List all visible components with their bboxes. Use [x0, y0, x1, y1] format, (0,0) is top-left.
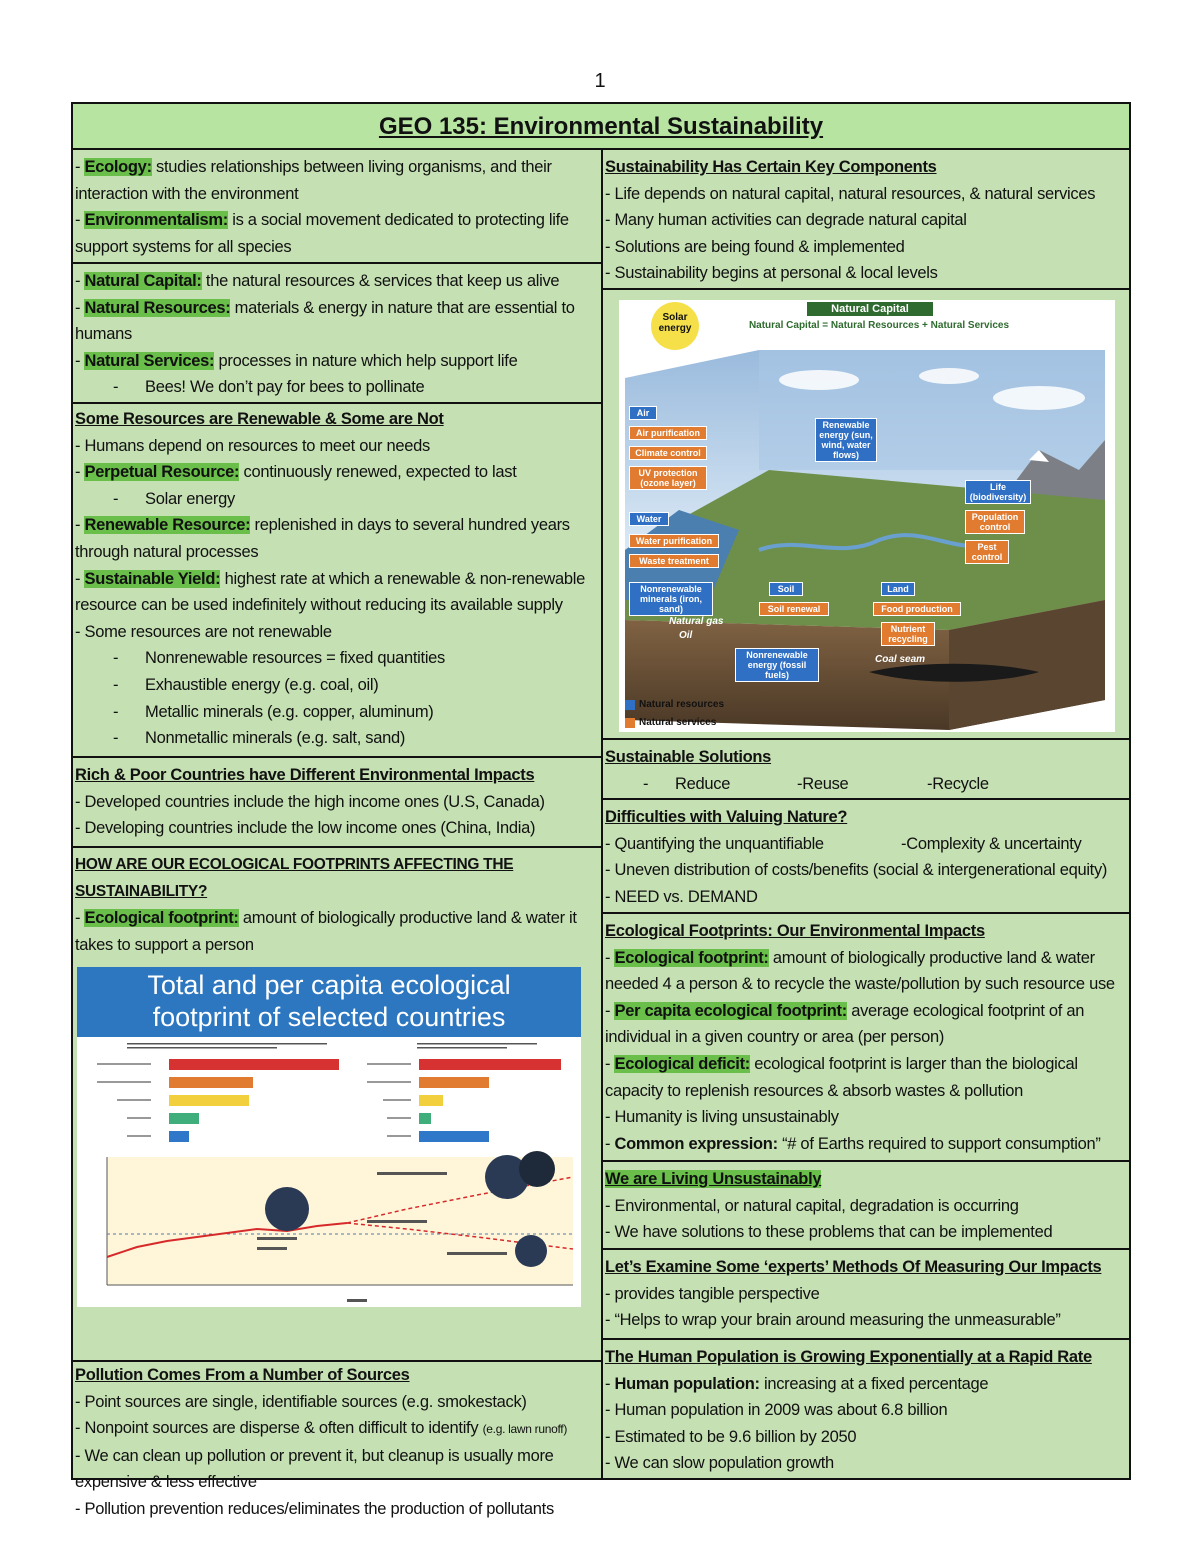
- pollution-section: Pollution Comes From a Number of Sources - Point sources are single, identifiable sources (e.g. smokestack) - Nonpoint sources are disperse & often difficult to identify (e.g. lawn runoff) - We can clean up pollution or prevent it, but cleanup is usually more expensive & less effective - Pollution prevention reduces/eliminates the production of pollutants: [73, 1360, 601, 1478]
- solar-energy-label: Solar energy: [658, 312, 692, 334]
- section-heading: Difficulties with Valuing Nature?: [605, 808, 848, 826]
- service-label: Population control: [965, 510, 1025, 534]
- section-heading: Sustainable Solutions: [605, 748, 772, 766]
- natural-capital-section: - Natural Capital: the natural resources & services that keep us alive - Natural Resources: materials & energy in nature that are essential to humans - Natural Services: processes in nature which help support life - Bees! We don’t pay for bees to pollinate: [73, 264, 601, 404]
- intro-section: - Ecology: studies relationships between living organisms, and their interaction with the environment - Environmentalism: is a social movement dedicated to protecting life support systems for all species: [73, 150, 601, 264]
- natural-capital-graphic: [619, 300, 1115, 732]
- unsustainable-section: We are Living Unsustainably - Environmental, or natural capital, degradation is occurring - We have solutions to these problems that can be implemented: [603, 1162, 1129, 1250]
- section-heading: Sustainability Has Certain Key Components: [605, 158, 937, 176]
- legend-services: Natural services: [639, 717, 717, 728]
- resource-label: Renewable energy (sun, wind, water flows): [815, 418, 877, 462]
- section-heading: Pollution Comes From a Number of Sources: [75, 1366, 410, 1384]
- terrain-label: Natural gas: [669, 616, 724, 627]
- natural-capital-banner: Natural Capital: [831, 303, 909, 315]
- difficulties-section: Difficulties with Valuing Nature? - Quantifying the unquantifiable -Complexity & uncertainty - Uneven distribution of costs/benefits (social & intergenerational equity) - NEED vs. DEMAND: [603, 800, 1129, 914]
- page-title: GEO 135: Environmental Sustainability: [73, 104, 1129, 150]
- service-label: Water purification: [629, 534, 719, 548]
- section-heading: Rich & Poor Countries have Different Environmental Impacts: [75, 766, 535, 784]
- service-label: Soil renewal: [759, 602, 829, 616]
- impacts-section: Ecological Footprints: Our Environmental Impacts - Ecological footprint: amount of biologically productive land & water needed 4 a person & to recycle the waste/pollution by such resource use - Per capita ecological footprint: average ecological footprint of an individual in a given country or area (per person) - Ecological deficit: ecological footprint is larger than the biological capacity to replenish resources & absorb wastes & pollution - Humanity is living unsustainably - Common expression: “# of Earths required to support consumption”: [603, 914, 1129, 1162]
- resource-label: Life (biodiversity): [965, 480, 1031, 504]
- renewable-section: Some Resources are Renewable & Some are Not - Humans depend on resources to meet our needs - Perpetual Resource: continuously renewed, expected to last - Solar energy - Renewable Resource: replenished in days to several hundred years through natural processes - Sustainable Yield: highest rate at which a renewable & non-renewable resource can be used indefinitely without reducing its available supply - Some resources are not renewable - Nonrenewable resources = fixed quantities - Exhaustible energy (e.g. coal, oil) - Metallic minerals (e.g. copper, aluminum) - Nonmetallic minerals (e.g. salt, sand): [73, 404, 601, 758]
- section-heading: Ecological Footprints: Our Environmental Impacts: [605, 922, 985, 940]
- section-heading: Some Resources are Renewable & Some are Not: [75, 410, 444, 428]
- projection-plot: [107, 1151, 573, 1302]
- examine-section: Let’s Examine Some ‘experts’ Methods Of Measuring Our Impacts - provides tangible perspective - “Helps to wrap your brain around measuring the unmeasurable”: [603, 1250, 1129, 1340]
- legend-resources: Natural resources: [639, 699, 725, 710]
- natural-capital-diagram: [619, 300, 1115, 732]
- section-heading: HOW ARE OUR ECOLOGICAL FOOTPRINTS AFFECTING THE: [75, 856, 514, 873]
- figure-title: Total and per capita ecological footprint of selected countries: [77, 967, 581, 1037]
- study-sheet: [71, 102, 1131, 1518]
- service-label: UV protection (ozone layer): [629, 466, 707, 490]
- service-label: Food production: [873, 602, 961, 616]
- terrain-label: Oil: [679, 630, 693, 641]
- section-heading: Let’s Examine Some ‘experts’ Methods Of Measuring Our Impacts: [605, 1258, 1102, 1276]
- footprint-section: HOW ARE OUR ECOLOGICAL FOOTPRINTS AFFECTING THE SUSTAINABILITY? - Ecological footprint: amount of biologically productive land & water it takes to support a person: [73, 848, 601, 1478]
- service-label: Nutrient recycling: [881, 622, 935, 646]
- page-number: 1: [594, 70, 606, 92]
- service-label: Waste treatment: [629, 554, 719, 568]
- section-heading: The Human Population is Growing Exponentially at a Rapid Rate: [605, 1348, 1092, 1366]
- footprint-figure: [77, 967, 581, 1307]
- right-column: [603, 150, 1129, 1478]
- rich-poor-section: Rich & Poor Countries have Different Environmental Impacts - Developed countries include the high income ones (U.S, Canada) - Developing countries include the low income ones (China, India): [73, 758, 601, 848]
- terrain-label: Coal seam: [875, 654, 926, 665]
- resource-label: Land: [881, 582, 915, 596]
- service-label: Pest control: [965, 540, 1009, 564]
- resource-label: Nonrenewable energy (fossil fuels): [735, 648, 819, 682]
- left-column: [73, 150, 603, 1518]
- resource-label: Nonrenewable minerals (iron, sand): [629, 582, 713, 616]
- service-label: Climate control: [629, 446, 707, 460]
- footprint-chart-graphic: [77, 1037, 581, 1307]
- natural-capital-equation: Natural Capital = Natural Resources + Natural Services: [748, 320, 1010, 331]
- service-label: Air purification: [629, 426, 707, 440]
- resource-label: Water: [629, 512, 669, 526]
- population-section: The Human Population is Growing Exponentially at a Rapid Rate - Human population: increasing at a fixed percentage - Human population in 2009 was about 6.8 billion - Estimated to be 9.6 billion by 2050 - We can slow population growth: [603, 1340, 1129, 1478]
- resource-label: Air: [629, 406, 657, 420]
- solutions-section: Sustainable Solutions - Reduce -Reuse -Recycle: [603, 740, 1129, 800]
- components-section: Sustainability Has Certain Key Components - Life depends on natural capital, natural resources, & natural services - Many human activities can degrade natural capital - Solutions are being found & implemented - Sustainability begins at personal & local levels: [603, 150, 1129, 290]
- section-heading: We are Living Unsustainably: [605, 1170, 822, 1188]
- resource-label: Soil: [769, 582, 803, 596]
